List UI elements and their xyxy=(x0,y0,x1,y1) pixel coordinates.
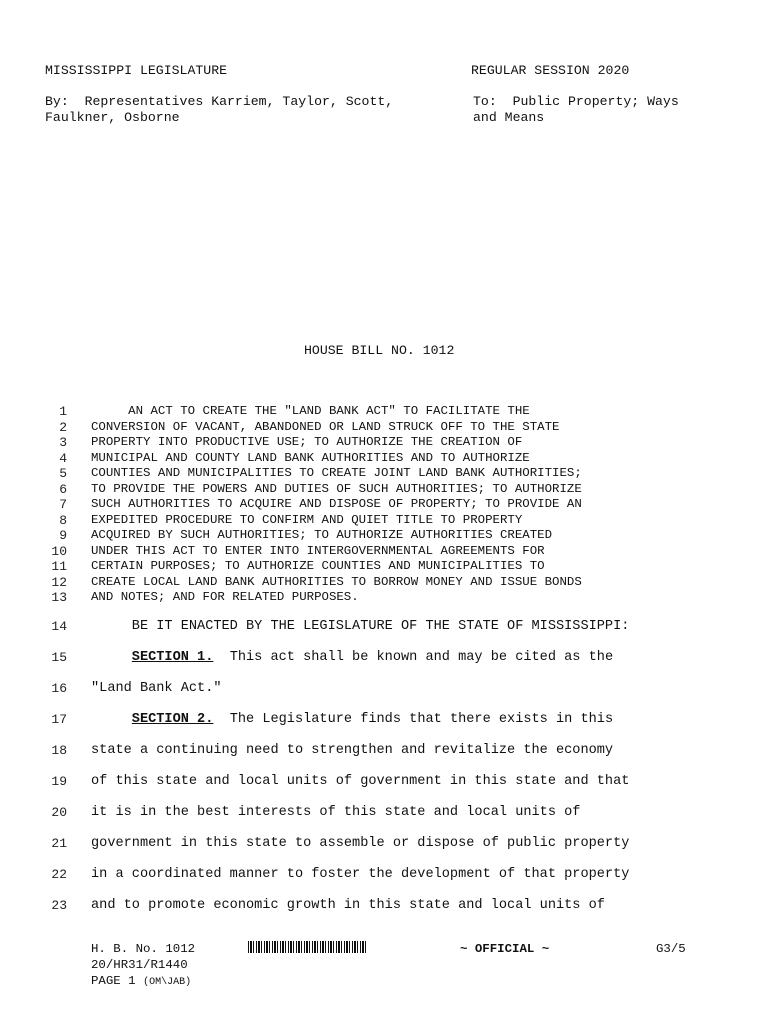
line-content: This act shall be known and may be cited as the xyxy=(213,650,614,665)
line-number: 21 xyxy=(51,836,67,851)
line-content: state a continuing need to strengthen and revitalize the economy xyxy=(91,743,614,758)
line-number: 22 xyxy=(51,867,67,882)
line-number: 18 xyxy=(51,743,67,758)
line-text xyxy=(91,712,613,727)
official-label: ~ OFFICIAL ~ xyxy=(460,942,550,956)
line-content: TO PROVIDE THE POWERS AND DUTIES OF SUCH AUTHORITIES; TO AUTHORIZE xyxy=(91,481,582,496)
line-text xyxy=(91,898,605,913)
sponsors-line-1: By: Representatives Karriem, Taylor, Scott, xyxy=(45,94,394,109)
line-text xyxy=(91,466,582,480)
line-text xyxy=(91,575,582,589)
line-text xyxy=(91,743,613,758)
line-content: and to promote economic growth in this state and local units of xyxy=(91,898,605,913)
drafter-initials: (OM\JAB) xyxy=(143,977,192,988)
line-text xyxy=(91,528,552,542)
line-content: AND NOTES; AND FOR RELATED PURPOSES. xyxy=(91,590,359,604)
line-number: 6 xyxy=(59,481,67,497)
line-number: 3 xyxy=(59,435,67,450)
line-number: 8 xyxy=(59,512,67,528)
line-number: 16 xyxy=(51,681,67,696)
line-text xyxy=(91,420,559,434)
line-content: CERTAIN PURPOSES; TO AUTHORIZE COUNTIES AND MUNICIPALITIES TO xyxy=(91,559,545,573)
indent xyxy=(91,712,132,727)
line-text xyxy=(91,482,582,496)
line-content: BE IT ENACTED BY THE LEGISLATURE OF THE STATE OF MISSISSIPPI: xyxy=(91,619,630,634)
line-text xyxy=(91,404,530,418)
session-label: REGULAR SESSION 2020 xyxy=(471,63,630,78)
line-content: SUCH AUTHORITIES TO ACQUIRE AND DISPOSE OF PROPERTY; TO PROVIDE AN xyxy=(91,497,582,511)
line-content: of this state and local units of government in this state and that xyxy=(91,774,630,789)
line-number: 13 xyxy=(51,590,67,605)
line-text xyxy=(91,497,582,511)
line-number: 11 xyxy=(51,559,67,574)
line-text xyxy=(91,590,359,604)
line-number: 2 xyxy=(59,419,67,435)
section-heading: SECTION 1. xyxy=(131,650,214,665)
line-number: 5 xyxy=(59,466,67,481)
line-content: MUNICIPAL AND COUNTY LAND BANK AUTHORITIES AND TO AUTHORIZE xyxy=(91,450,530,465)
line-text xyxy=(91,619,629,634)
committee-line-1: To: Public Property; Ways xyxy=(473,94,679,109)
line-text xyxy=(91,805,580,820)
line-content: PROPERTY INTO PRODUCTIVE USE; TO AUTHORIZE THE CREATION OF xyxy=(91,435,523,449)
bill-title: HOUSE BILL NO. 1012 xyxy=(304,343,455,358)
line-content: ACQUIRED BY SUCH AUTHORITIES; TO AUTHORIZE AUTHORITIES CREATED xyxy=(91,528,553,542)
line-number: 19 xyxy=(51,774,67,789)
line-text xyxy=(91,513,522,527)
line-text xyxy=(91,559,545,573)
line-content: in a coordinated manner to foster the development of that property xyxy=(91,867,630,882)
line-content: CREATE LOCAL LAND BANK AUTHORITIES TO BORROW MONEY AND ISSUE BONDS xyxy=(91,574,582,589)
line-text xyxy=(91,836,629,851)
line-number: 12 xyxy=(51,574,67,590)
line-number: 9 xyxy=(59,528,67,543)
line-number: 17 xyxy=(51,712,67,727)
line-content: The Legislature finds that there exists in this xyxy=(213,712,614,727)
legislature-name: MISSISSIPPI LEGISLATURE xyxy=(45,63,228,78)
line-content: it is in the best interests of this state and local units of xyxy=(91,805,581,820)
barcode-icon xyxy=(248,941,367,953)
line-content: AN ACT TO CREATE THE "LAND BANK ACT" TO FACILITATE THE xyxy=(91,404,530,418)
line-text xyxy=(91,451,530,465)
line-text xyxy=(91,867,629,882)
footer-page xyxy=(91,974,191,988)
line-number: 4 xyxy=(59,450,67,466)
footer-code: G3/5 xyxy=(656,942,686,956)
footer-bill-number: H. B. No. 1012 xyxy=(91,942,196,956)
line-number: 7 xyxy=(59,497,67,512)
indent xyxy=(91,650,132,665)
line-number: 20 xyxy=(51,805,67,820)
line-text xyxy=(91,435,522,449)
line-content: COUNTIES AND MUNICIPALITIES TO CREATE JOINT LAND BANK AUTHORITIES; xyxy=(91,466,582,480)
line-text xyxy=(91,681,222,696)
page-number: PAGE 1 xyxy=(91,974,136,988)
line-content: "Land Bank Act." xyxy=(91,681,222,696)
line-content: EXPEDITED PROCEDURE TO CONFIRM AND QUIET TITLE TO PROPERTY xyxy=(91,512,523,527)
line-content: CONVERSION OF VACANT, ABANDONED OR LAND STRUCK OFF TO THE STATE xyxy=(91,419,560,434)
line-number: 23 xyxy=(51,898,67,913)
line-number: 14 xyxy=(51,619,67,634)
section-heading: SECTION 2. xyxy=(131,712,214,727)
line-text xyxy=(91,774,629,789)
line-content: UNDER THIS ACT TO ENTER INTO INTERGOVERNMENTAL AGREEMENTS FOR xyxy=(91,543,545,558)
line-text xyxy=(91,650,613,665)
line-number: 15 xyxy=(51,650,67,665)
line-text xyxy=(91,544,545,558)
line-number: 1 xyxy=(59,404,67,419)
committee-line-2: and Means xyxy=(473,110,545,125)
footer-reference: 20/HR31/R1440 xyxy=(91,958,188,972)
line-number: 10 xyxy=(51,543,67,559)
line-content: government in this state to assemble or dispose of public property xyxy=(91,836,630,851)
sponsors-line-2: Faulkner, Osborne xyxy=(45,110,180,125)
